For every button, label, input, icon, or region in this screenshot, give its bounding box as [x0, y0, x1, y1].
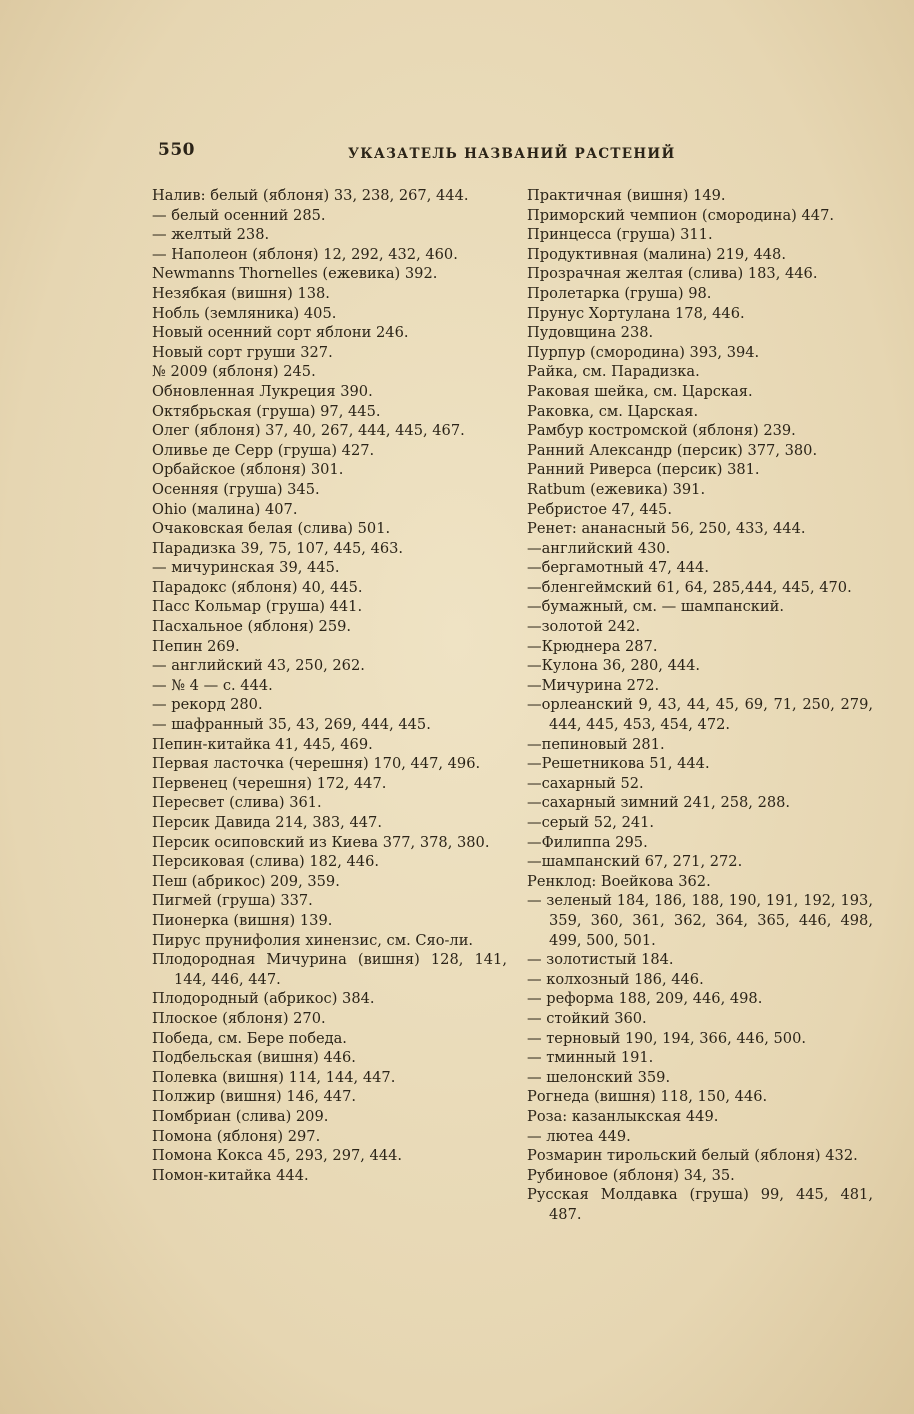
index-entry: Помона (яблоня) 297. [152, 1127, 321, 1145]
index-entry: Победа, см. Бере победа. [152, 1029, 347, 1047]
page-header [158, 140, 718, 170]
index-entry: Рамбур костромской (яблоня) 239. [527, 422, 796, 440]
index-entry: Принцесса (груша) 311. [527, 226, 713, 244]
index-entry: Пролетарка (груша) 98. [527, 284, 712, 302]
index-entry: Ohio (малина) 407. [152, 500, 298, 518]
index-entry: Рогнеда (вишня) 118, 150, 446. [527, 1088, 768, 1106]
index-entry: Налив: белый (яблоня) 33, 238, 267, 444. [152, 187, 469, 204]
index-entry: Персиковая (слива) 182, 446. [152, 853, 380, 871]
index-entry: Помон-китайка 444. [152, 1166, 309, 1184]
index-entry: Незябкая (вишня) 138. [152, 284, 330, 302]
index-entry: — белый осенний 285. [152, 206, 326, 224]
index-entry: —английский 430. [527, 539, 671, 557]
index-entry: Русская Молдавка (груша) 99, 445, 481, 487. [527, 1186, 873, 1223]
index-entry: Продуктивная (малина) 219, 448. [527, 245, 786, 263]
index-entry: Осенняя (груша) 345. [152, 480, 320, 498]
index-column-left [152, 186, 507, 1185]
index-entry: Райка, см. Парадизка. [527, 363, 700, 381]
index-entry: — шафранный 35, 43, 269, 444, 445. [152, 716, 431, 734]
index-entry: Плодородный (абрикос) 384. [152, 990, 375, 1008]
index-entry: Прунус Хортулана 178, 446. [527, 304, 745, 322]
index-entry: Плодородная Мичурина (вишня) 128, 141, 144, 446, 447. [152, 951, 507, 988]
index-entry: —Мичурина 272. [527, 676, 660, 694]
index-entry: Ранний Риверса (персик) 381. [527, 461, 760, 479]
index-entry: Пурпур (смородина) 393, 394. [527, 343, 760, 361]
index-entry: —орлеанский 9, 43, 44, 45, 69, 71, 250, 279, 444, 445, 453, 454, 472. [527, 696, 873, 734]
index-entry: —бумажный, см. — шампанский. [527, 598, 784, 616]
index-entry: Орбайское (яблоня) 301. [152, 461, 344, 479]
index-column-right [527, 186, 873, 1224]
index-entry: Ренклод: Воейкова 362. [527, 872, 711, 890]
index-entry: № 2009 (яблоня) 245. [152, 363, 316, 381]
index-entry: —шампанский 67, 271, 272. [527, 853, 743, 871]
index-entry: Пепин-китайка 41, 445, 469. [152, 735, 373, 753]
index-entry: —серый 52, 241. [527, 814, 655, 831]
index-entry: — терновый 190, 194, 366, 446, 500. [527, 1029, 807, 1047]
index-entry: Олег (яблоня) 37, 40, 267, 444, 445, 467. [152, 422, 465, 440]
index-entry: Персик Давида 214, 383, 447. [152, 814, 382, 831]
index-entry: —Филиппа 295. [527, 833, 648, 851]
page-number: 550 [158, 140, 195, 160]
index-entry: Новый сорт груши 327. [152, 343, 333, 361]
index-entry: Newmanns Thornelles (ежевика) 392. [152, 265, 438, 283]
running-title: УКАЗАТЕЛЬ НАЗВАНИЙ РАСТЕНИЙ [348, 146, 676, 162]
index-entry: — шелонский 359. [527, 1068, 671, 1086]
index-entry: —золотой 242. [527, 618, 641, 636]
index-entry: Раковка, см. Царская. [527, 402, 699, 420]
index-entry: Парадизка 39, 75, 107, 445, 463. [152, 539, 404, 557]
index-entry: Полевка (вишня) 114, 144, 447. [152, 1068, 396, 1086]
index-entry: — № 4 — с. 444. [152, 676, 273, 694]
index-entry: Пигмей (груша) 337. [152, 892, 313, 910]
index-entry: Пасхальное (яблоня) 259. [152, 618, 352, 636]
index-entry: Плоское (яблоня) 270. [152, 1009, 326, 1027]
index-entry: Раковая шейка, см. Царская. [527, 382, 753, 400]
index-entry: — реформа 188, 209, 446, 498. [527, 990, 763, 1008]
index-entry: Пирус прунифолия хинензис, см. Сяо-ли. [152, 931, 474, 949]
index-entry: Подбельская (вишня) 446. [152, 1049, 356, 1067]
index-entry: Полжир (вишня) 146, 447. [152, 1088, 357, 1106]
index-entry: Рубиновое (яблоня) 34, 35. [527, 1166, 735, 1184]
index-entry: —Крюднера 287. [527, 637, 658, 655]
index-entry: Нобль (земляника) 405. [152, 304, 337, 322]
index-entry: Обновленная Лукреция 390. [152, 382, 373, 400]
index-entry: Персик осиповский из Киева 377, 378, 380. [152, 833, 490, 851]
index-entry: — стойкий 360. [527, 1009, 647, 1027]
index-entry: Пасс Кольмар (груша) 441. [152, 598, 363, 616]
index-entry: — тминный 191. [527, 1049, 654, 1067]
index-entry: — золотистый 184. [527, 951, 674, 969]
index-entry: —сахарный 52. [527, 774, 644, 792]
index-entry: Пудовщина 238. [527, 324, 654, 342]
index-entry: — лютеа 449. [527, 1127, 631, 1145]
index-entry: Ранний Александр (персик) 377, 380. [527, 441, 818, 459]
index-entry: Оливье де Серр (груша) 427. [152, 441, 375, 459]
index-entry: Ренет: ананасный 56, 250, 433, 444. [527, 520, 806, 538]
index-entry: — английский 43, 250, 262. [152, 657, 365, 675]
index-entry: — колхозный 186, 446. [527, 970, 704, 988]
index-entry: Новый осенний сорт яблони 246. [152, 324, 409, 342]
index-entry: Пионерка (вишня) 139. [152, 911, 333, 929]
index-entry: Очаковская белая (слива) 501. [152, 520, 391, 538]
index-entry: Приморский чемпион (смородина) 447. [527, 206, 835, 224]
index-entry: Практичная (вишня) 149. [527, 187, 726, 204]
index-entry: — рекорд 280. [152, 696, 263, 714]
index-entry: Ratbum (ежевика) 391. [527, 480, 706, 498]
index-entry: —бленгеймский 61, 64, 285,444, 445, 470. [527, 578, 852, 596]
index-entry: Пепин 269. [152, 637, 240, 655]
index-entry: Пеш (абрикос) 209, 359. [152, 872, 340, 890]
index-entry: —сахарный зимний 241, 258, 288. [527, 794, 791, 812]
index-entry: — желтый 238. [152, 226, 270, 244]
index-entry: Первая ласточка (черешня) 170, 447, 496. [152, 755, 481, 773]
index-entry: — мичуринская 39, 445. [152, 559, 340, 577]
index-entry: Прозрачная желтая (слива) 183, 446. [527, 265, 818, 283]
index-entry: Парадокс (яблоня) 40, 445. [152, 578, 363, 596]
index-entry: Помбриан (слива) 209. [152, 1107, 329, 1125]
index-entry: —бергамотный 47, 444. [527, 559, 709, 577]
index-entry: Роза: казанлыкская 449. [527, 1107, 719, 1125]
index-entry: Ребристое 47, 445. [527, 500, 672, 518]
index-entry: Первенец (черешня) 172, 447. [152, 774, 387, 792]
index-entry: —пепиновый 281. [527, 735, 665, 753]
index-entry: Розмарин тирольский белый (яблоня) 432. [527, 1147, 858, 1165]
index-entry: Помона Кокса 45, 293, 297, 444. [152, 1147, 403, 1165]
index-entry: —Кулона 36, 280, 444. [527, 657, 701, 675]
index-entry: — Наполеон (яблоня) 12, 292, 432, 460. [152, 245, 458, 263]
index-entry: — зеленый 184, 186, 188, 190, 191, 192, 193, 359, 360, 361, 362, 364, 365, 446, 498, 499, 500, 501. [527, 892, 873, 949]
index-entry: —Решетникова 51, 444. [527, 755, 710, 773]
index-entry: Октябрьская (груша) 97, 445. [152, 402, 381, 420]
index-entry: Пересвет (слива) 361. [152, 794, 322, 812]
